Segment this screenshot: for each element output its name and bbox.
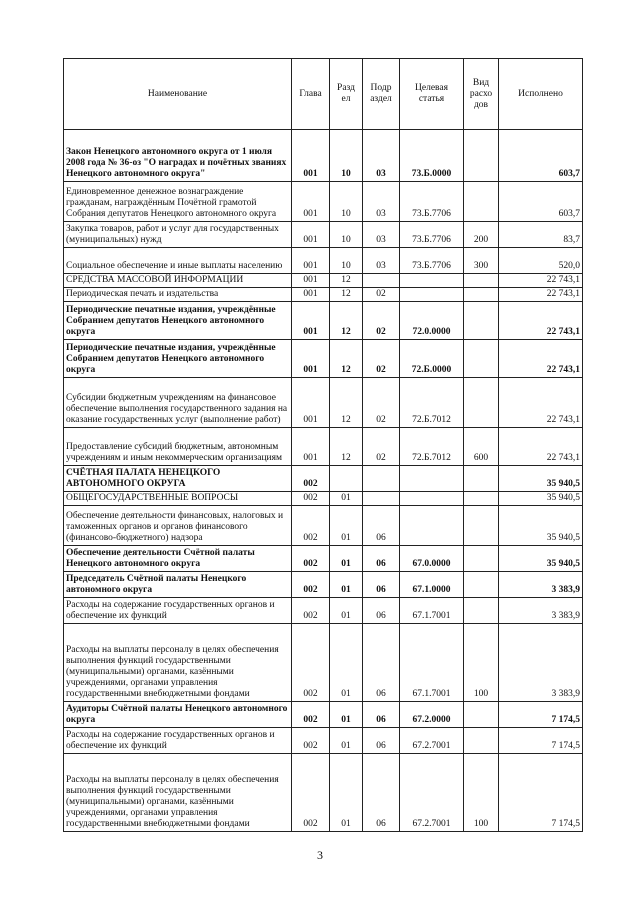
cell-sec: 01 [330, 546, 363, 572]
cell-amt: 22 743,1 [499, 340, 583, 378]
table-row [64, 428, 583, 466]
cell-ch: 002 [292, 492, 330, 506]
cell-name: СЧЁТНАЯ ПАЛАТА НЕНЕЦКОГО АВТОНОМНОГО ОКРУГА [64, 466, 292, 492]
cell-art: 72.0.0000 [400, 302, 464, 340]
cell-ch: 001 [292, 222, 330, 248]
cell-ch: 001 [292, 248, 330, 274]
cell-art: 72.Б.0000 [400, 340, 464, 378]
cell-ch: 001 [292, 274, 330, 288]
cell-sec: 01 [330, 702, 363, 728]
cell-sec: 01 [330, 506, 363, 546]
cell-sec: 10 [330, 130, 363, 182]
cell-vid [464, 546, 499, 572]
cell-ch: 002 [292, 466, 330, 492]
cell-amt: 22 743,1 [499, 428, 583, 466]
cell-name: Обеспечение деятельности финансовых, налоговых и таможенных органов и органов финансового (финансово-бюджетного) надзора [64, 506, 292, 546]
header-target-article: Целевая статья [400, 59, 464, 130]
cell-vid [464, 466, 499, 492]
cell-sub: 03 [363, 130, 400, 182]
cell-art: 67.2.7001 [400, 728, 464, 754]
cell-sec: 10 [330, 182, 363, 222]
cell-amt: 3 383,9 [499, 624, 583, 702]
cell-amt: 3 383,9 [499, 598, 583, 624]
cell-sub: 06 [363, 506, 400, 546]
header-subsection: Подр аздел [363, 59, 400, 130]
cell-amt: 7 174,5 [499, 754, 583, 832]
cell-sec: 12 [330, 428, 363, 466]
cell-sub: 03 [363, 182, 400, 222]
cell-vid [464, 572, 499, 598]
cell-ch: 002 [292, 702, 330, 728]
cell-vid [464, 728, 499, 754]
cell-art: 72.Б.7012 [400, 428, 464, 466]
cell-sub: 03 [363, 248, 400, 274]
cell-vid [464, 702, 499, 728]
table-row [64, 492, 583, 506]
cell-art: 67.0.0000 [400, 546, 464, 572]
cell-art: 67.2.7001 [400, 754, 464, 832]
cell-sec: 01 [330, 754, 363, 832]
cell-name: Аудиторы Счётной палаты Ненецкого автономного округа [64, 702, 292, 728]
table-body [64, 130, 583, 832]
header-expense-type: Вид расхо дов [464, 59, 499, 130]
table-row [64, 378, 583, 428]
table-row [64, 288, 583, 302]
cell-sec [330, 466, 363, 492]
cell-amt: 3 383,9 [499, 572, 583, 598]
budget-execution-table [63, 58, 583, 832]
cell-amt: 35 940,5 [499, 492, 583, 506]
table-row [64, 572, 583, 598]
header-section: Разд ел [330, 59, 363, 130]
cell-ch: 001 [292, 182, 330, 222]
cell-name: Субсидии бюджетным учреждениям на финансовое обеспечение выполнения государственного задания на оказание государственных услуг (выполнение работ) [64, 378, 292, 428]
cell-vid: 100 [464, 624, 499, 702]
cell-sec: 12 [330, 378, 363, 428]
table-row [64, 466, 583, 492]
cell-ch: 001 [292, 130, 330, 182]
cell-sec: 12 [330, 340, 363, 378]
cell-vid: 200 [464, 222, 499, 248]
cell-sec: 01 [330, 572, 363, 598]
cell-art: 73.Б.7706 [400, 248, 464, 274]
header-chapter: Глава [292, 59, 330, 130]
cell-vid [464, 506, 499, 546]
table-row [64, 182, 583, 222]
cell-vid: 100 [464, 754, 499, 832]
cell-ch: 001 [292, 428, 330, 466]
table-row [64, 130, 583, 182]
table-row [64, 754, 583, 832]
cell-sub [363, 466, 400, 492]
cell-sub: 06 [363, 624, 400, 702]
table-row [64, 340, 583, 378]
cell-vid [464, 378, 499, 428]
cell-sub: 06 [363, 572, 400, 598]
cell-ch: 002 [292, 506, 330, 546]
cell-art: 67.1.0000 [400, 572, 464, 598]
cell-sub: 02 [363, 340, 400, 378]
cell-amt: 22 743,1 [499, 274, 583, 288]
cell-name: СРЕДСТВА МАССОВОЙ ИНФОРМАЦИИ [64, 274, 292, 288]
cell-name: Социальное обеспечение и иные выплаты населению [64, 248, 292, 274]
cell-sub: 06 [363, 546, 400, 572]
cell-sec: 01 [330, 598, 363, 624]
cell-art: 73.Б.0000 [400, 130, 464, 182]
cell-sub: 06 [363, 728, 400, 754]
table-row [64, 248, 583, 274]
cell-name: Единовременное денежное вознаграждение гражданам, награждённым Почётной грамотой Собрания депутатов Ненецкого автономного округа [64, 182, 292, 222]
cell-amt: 520,0 [499, 248, 583, 274]
cell-sec: 01 [330, 624, 363, 702]
header-executed: Исполнено [499, 59, 583, 130]
cell-amt: 35 940,5 [499, 466, 583, 492]
cell-sub [363, 274, 400, 288]
cell-ch: 001 [292, 302, 330, 340]
cell-vid: 600 [464, 428, 499, 466]
page-number: 3 [317, 848, 323, 862]
cell-art: 67.1.7001 [400, 598, 464, 624]
table-row [64, 624, 583, 702]
cell-sub: 06 [363, 754, 400, 832]
cell-name: Периодические печатные издания, учреждённые Собранием депутатов Ненецкого автономного округа [64, 340, 292, 378]
cell-sub: 02 [363, 378, 400, 428]
cell-sub: 02 [363, 302, 400, 340]
cell-amt: 35 940,5 [499, 506, 583, 546]
cell-sec: 10 [330, 248, 363, 274]
cell-amt: 603,7 [499, 182, 583, 222]
cell-sec: 01 [330, 728, 363, 754]
cell-name: Периодические печатные издания, учреждённые Собранием депутатов Ненецкого автономного округа [64, 302, 292, 340]
cell-vid [464, 288, 499, 302]
cell-ch: 002 [292, 598, 330, 624]
cell-name: Периодическая печать и издательства [64, 288, 292, 302]
table-row [64, 506, 583, 546]
cell-art: 72.Б.7012 [400, 378, 464, 428]
cell-art: 73.Б.7706 [400, 222, 464, 248]
cell-sec: 01 [330, 492, 363, 506]
cell-art: 67.1.7001 [400, 624, 464, 702]
cell-art [400, 288, 464, 302]
cell-name: Закон Ненецкого автономного округа от 1 июля 2008 года № 36-оз "О наградах и почётных званиях Ненецкого автономного округа" [64, 130, 292, 182]
cell-ch: 002 [292, 728, 330, 754]
table-header-row [64, 59, 583, 130]
cell-name: ОБЩЕГОСУДАРСТВЕННЫЕ ВОПРОСЫ [64, 492, 292, 506]
cell-ch: 002 [292, 572, 330, 598]
cell-vid: 300 [464, 248, 499, 274]
cell-sec: 12 [330, 274, 363, 288]
cell-ch: 001 [292, 288, 330, 302]
cell-sec: 10 [330, 222, 363, 248]
table-row [64, 274, 583, 288]
cell-name: Обеспечение деятельности Счётной палаты Ненецкого автономного округа [64, 546, 292, 572]
cell-ch: 002 [292, 754, 330, 832]
cell-art: 73.Б.7706 [400, 182, 464, 222]
cell-amt: 7 174,5 [499, 702, 583, 728]
cell-vid [464, 130, 499, 182]
table-row [64, 702, 583, 728]
cell-name: Расходы на содержание государственных органов и обеспечение их функций [64, 598, 292, 624]
cell-ch: 002 [292, 546, 330, 572]
cell-ch: 001 [292, 340, 330, 378]
cell-amt: 22 743,1 [499, 302, 583, 340]
cell-amt: 83,7 [499, 222, 583, 248]
cell-name: Расходы на содержание государственных органов и обеспечение их функций [64, 728, 292, 754]
cell-ch: 001 [292, 378, 330, 428]
cell-vid [464, 182, 499, 222]
cell-sec: 12 [330, 288, 363, 302]
cell-sub: 06 [363, 598, 400, 624]
cell-vid [464, 492, 499, 506]
cell-name: Расходы на выплаты персоналу в целях обеспечения выполнения функций государственными (муниципальными) органами, казёнными учреждениями, органами управления государственными внебюджетными фондами [64, 624, 292, 702]
cell-art: 67.2.0000 [400, 702, 464, 728]
table-row [64, 222, 583, 248]
cell-amt: 22 743,1 [499, 288, 583, 302]
cell-name: Расходы на выплаты персоналу в целях обеспечения выполнения функций государственными (муниципальными) органами, казёнными учреждениями, органами управления государственными внебюджетными фондами [64, 754, 292, 832]
cell-name: Закупка товаров, работ и услуг для государственных (муниципальных) нужд [64, 222, 292, 248]
cell-sub: 06 [363, 702, 400, 728]
cell-amt: 603,7 [499, 130, 583, 182]
cell-art [400, 492, 464, 506]
cell-amt: 7 174,5 [499, 728, 583, 754]
cell-vid [464, 340, 499, 378]
header-name: Наименование [64, 59, 292, 130]
cell-vid [464, 274, 499, 288]
cell-sec: 12 [330, 302, 363, 340]
cell-name: Председатель Счётной палаты Ненецкого автономного округа [64, 572, 292, 598]
cell-amt: 35 940,5 [499, 546, 583, 572]
table-row [64, 598, 583, 624]
cell-art [400, 506, 464, 546]
cell-vid [464, 302, 499, 340]
cell-sub [363, 492, 400, 506]
cell-sub: 02 [363, 288, 400, 302]
cell-vid [464, 598, 499, 624]
table-row [64, 302, 583, 340]
cell-art [400, 466, 464, 492]
cell-sub: 02 [363, 428, 400, 466]
table-row [64, 546, 583, 572]
cell-amt: 22 743,1 [499, 378, 583, 428]
table-row [64, 728, 583, 754]
cell-name: Предоставление субсидий бюджетным, автономным учреждениям и иным некоммерческим организациям [64, 428, 292, 466]
cell-art [400, 274, 464, 288]
cell-ch: 002 [292, 624, 330, 702]
cell-sub: 03 [363, 222, 400, 248]
